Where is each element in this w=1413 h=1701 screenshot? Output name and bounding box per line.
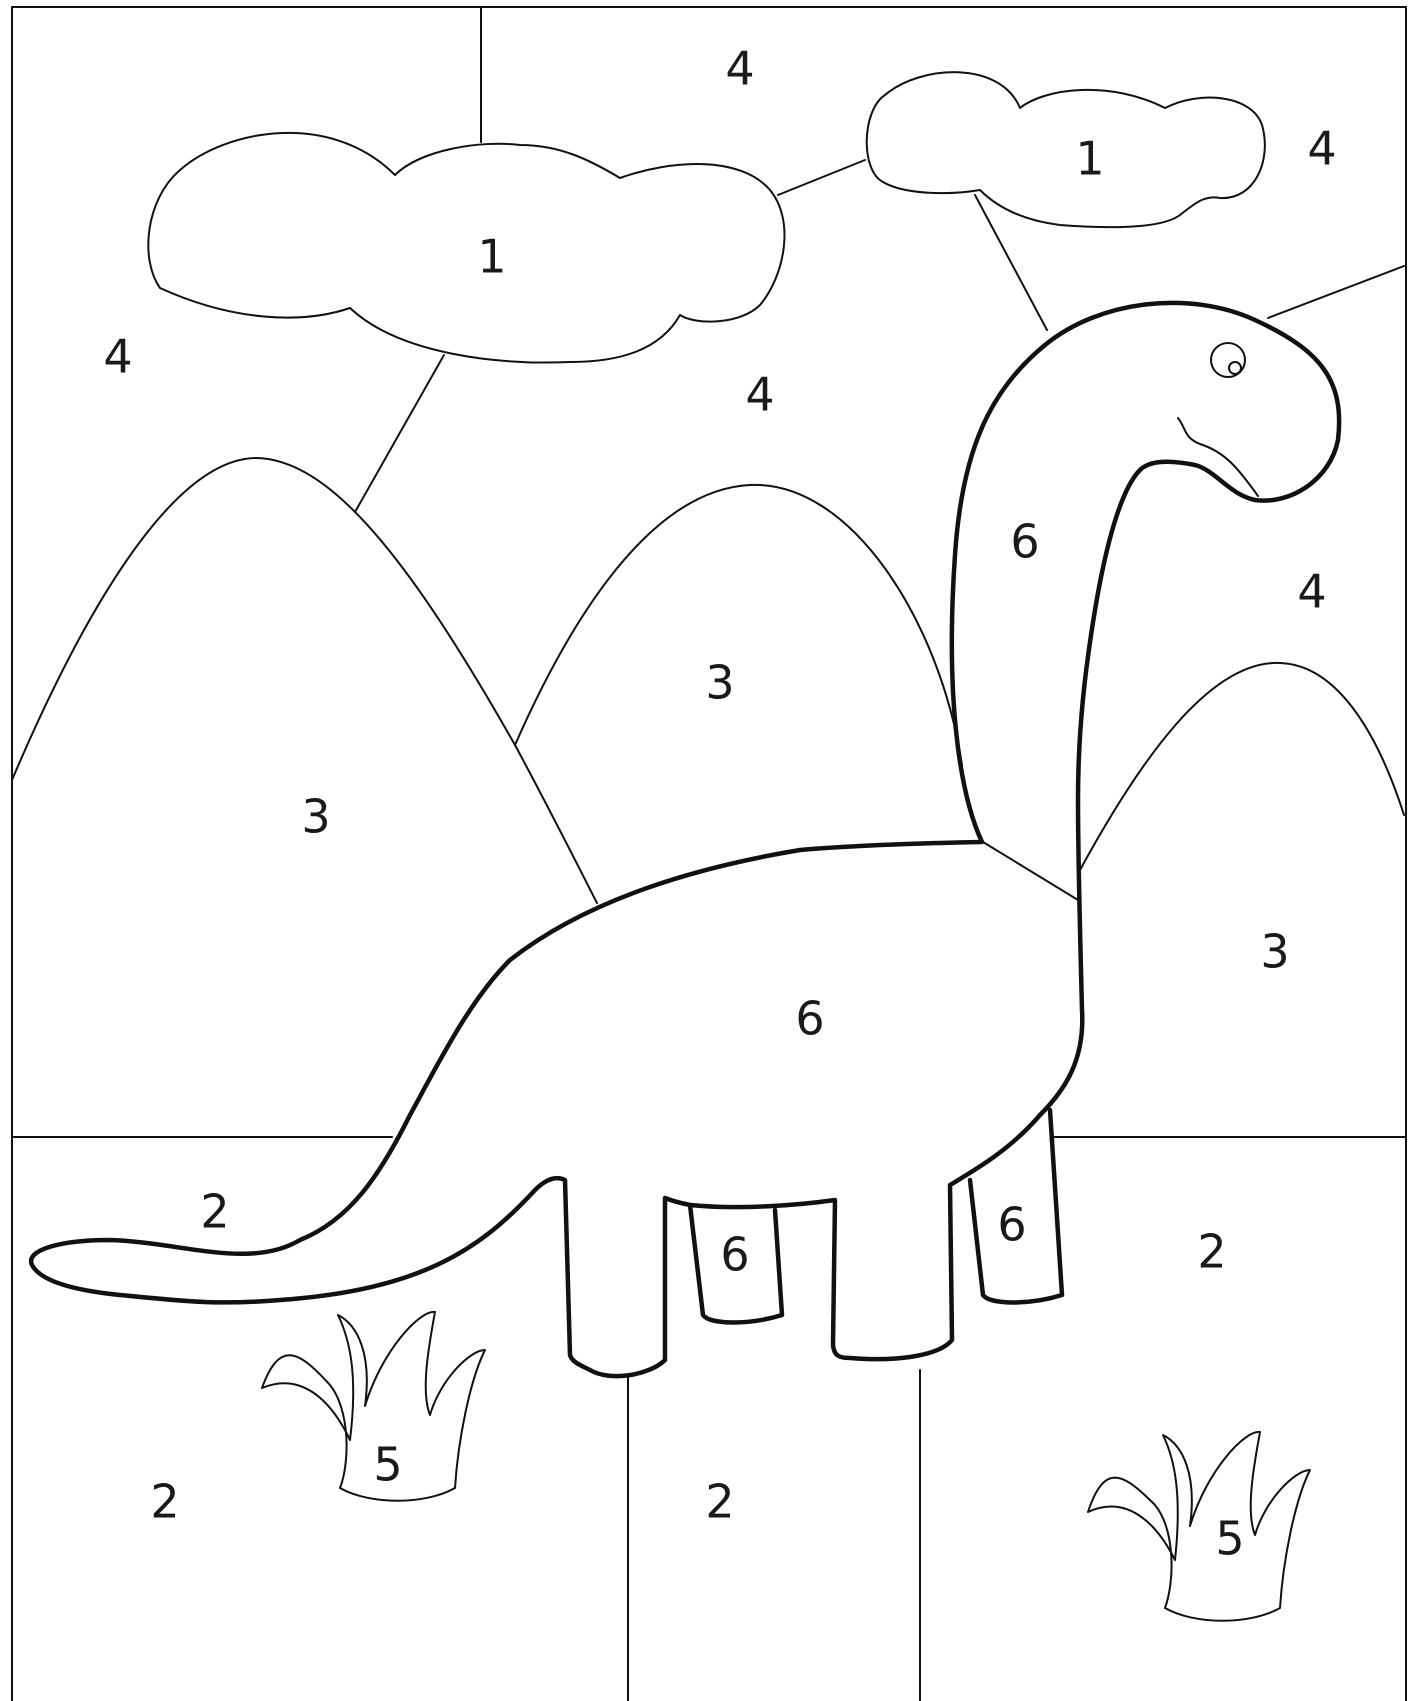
label-neck: 6	[1010, 514, 1040, 569]
label-grass-left: 5	[373, 1437, 403, 1492]
label-mountain-left: 3	[301, 789, 331, 844]
mountain-right	[1080, 663, 1404, 870]
label-body: 6	[795, 991, 825, 1046]
label-sky-left: 4	[103, 329, 133, 384]
cloud-left	[148, 133, 784, 363]
cloud-right	[867, 72, 1265, 227]
label-sky-right: 4	[1297, 564, 1327, 619]
region-labels	[103, 42, 1336, 1566]
page-border	[12, 7, 1406, 1701]
dinosaur-mouth	[1178, 418, 1258, 496]
label-mountain-right: 3	[1260, 924, 1290, 979]
label-sky-top-right: 4	[1307, 121, 1337, 176]
label-ground-right-top: 2	[1197, 1224, 1227, 1279]
label-back-leg-right: 6	[997, 1197, 1027, 1252]
label-grass-right: 5	[1215, 1511, 1245, 1566]
dinosaur-pupil	[1229, 362, 1241, 374]
label-ground-bottom-left: 2	[150, 1474, 180, 1529]
label-sky-top-center: 4	[725, 41, 755, 96]
label-cloud-left: 1	[477, 229, 507, 284]
region-dividers	[12, 7, 1406, 1701]
mountain-center	[515, 485, 962, 765]
grass-right	[1088, 1432, 1310, 1621]
label-ground-bottom-center: 2	[705, 1474, 735, 1529]
label-back-leg-left: 6	[720, 1227, 750, 1282]
label-sky-center: 4	[745, 367, 775, 422]
label-ground-tail: 2	[200, 1184, 230, 1239]
label-mountain-center: 3	[705, 655, 735, 710]
label-cloud-right: 1	[1075, 131, 1105, 186]
